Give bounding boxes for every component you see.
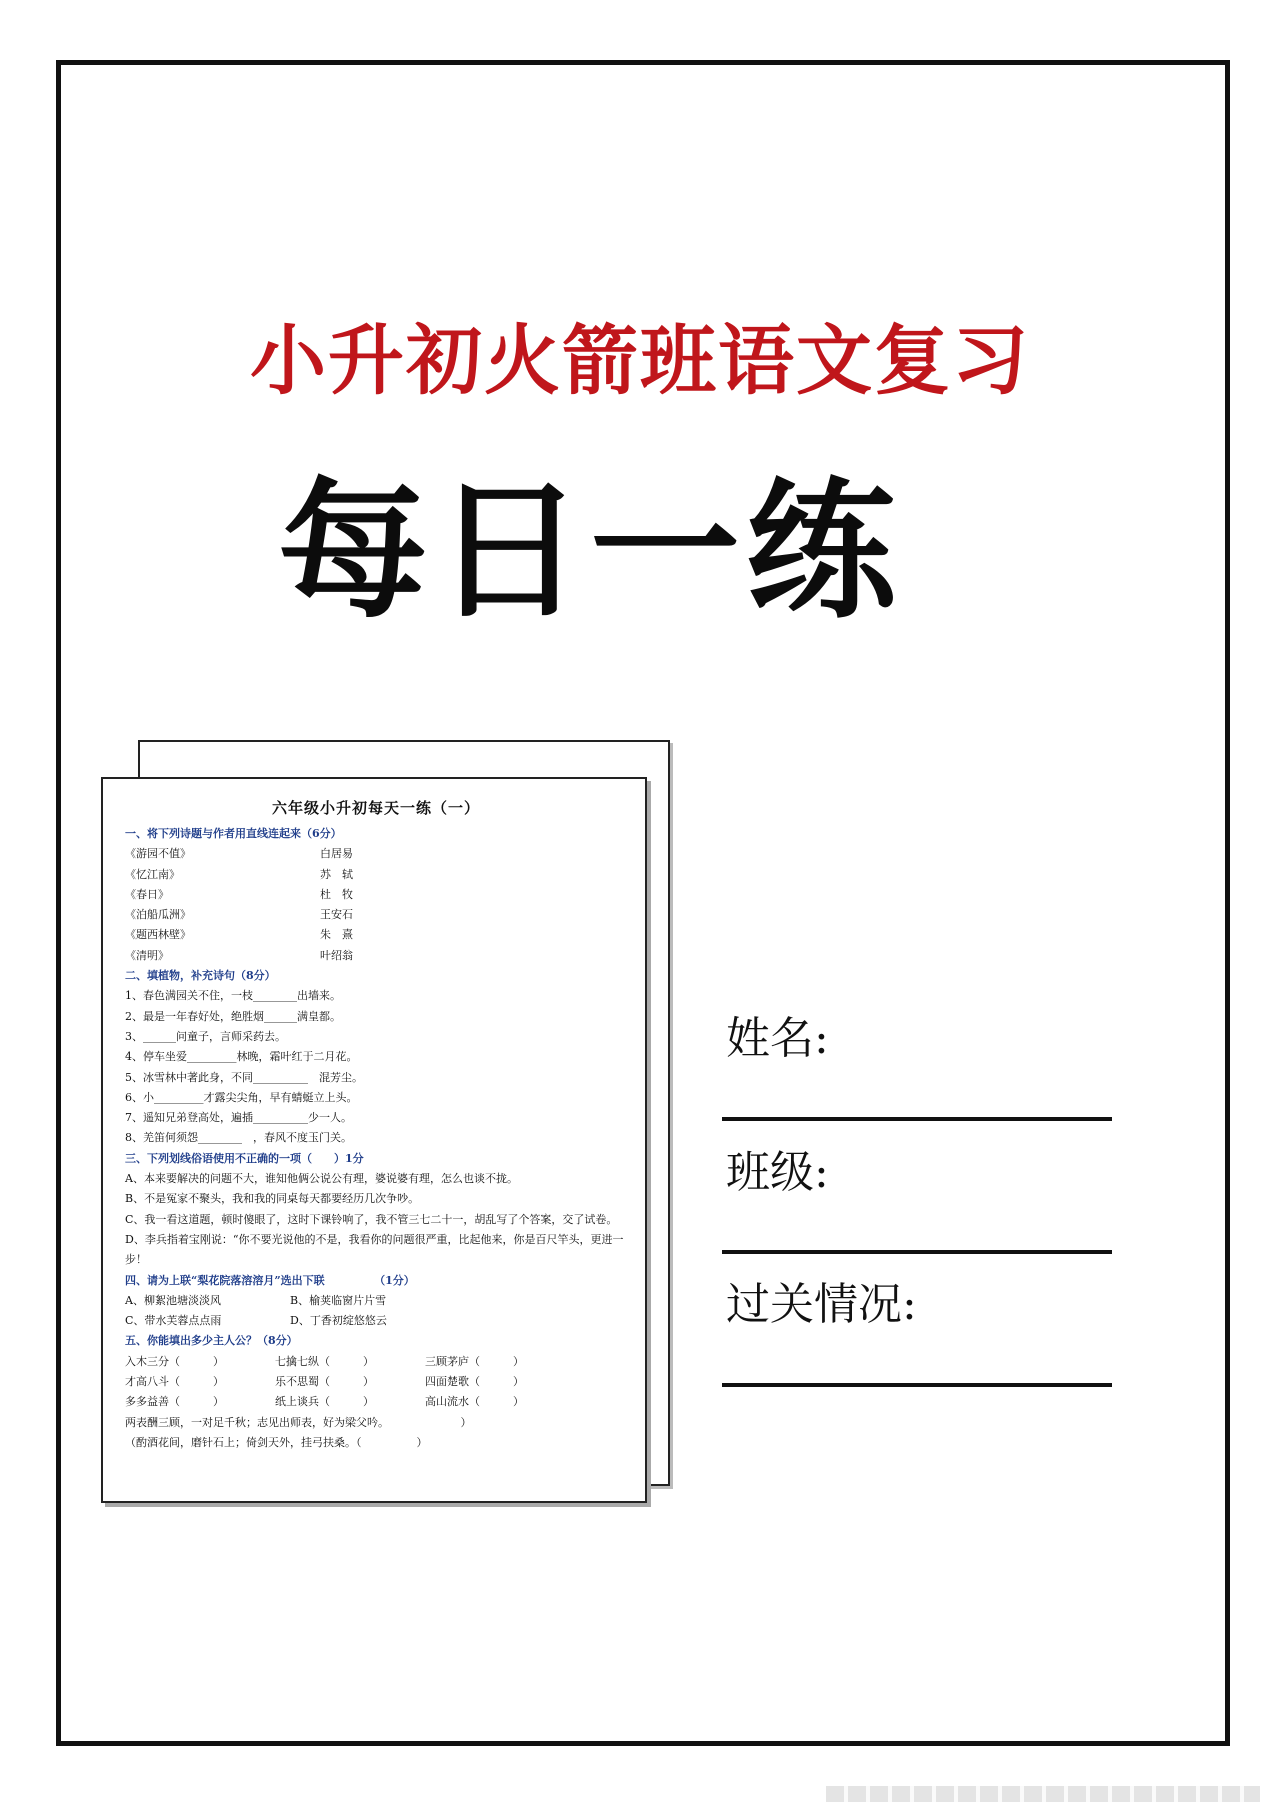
idiom-item: 三顾茅庐（ ） [425,1354,524,1368]
fill-line: 6、小_________才露尖尖角，早有蜻蜓立上头。 [125,1090,358,1104]
poem-title: 《忆江南》 [125,867,180,881]
fill-line: 2、最是一年春好处，绝胜烟______满皇都。 [125,1009,341,1023]
poem-row [125,905,627,925]
poem-row [125,844,627,864]
watermark-stripe [826,1786,1260,1802]
idiom-row [125,1372,627,1392]
choice-row [125,1291,627,1311]
section-heading: 二、填植物，补充诗句（8分） [125,969,276,983]
class-label: 班级: [726,1147,829,1198]
idiom-row [125,1392,627,1412]
idiom-item: 多多益善（ ） [125,1395,224,1409]
poem-author: 白居易 [320,847,353,861]
choice-option: D、李兵指着宝刚说：“你不要光说他的不是，我看你的问题很严重，比起他来，你是百尺竿头，更进一步！ [125,1232,624,1267]
idiom-item: 入木三分（ ） [125,1354,224,1368]
poem-title: 《题西林壁》 [125,928,191,942]
idiom-item: 高山流水（ ） [425,1395,524,1409]
idiom-item: 四面楚歌（ ） [425,1375,524,1389]
choice-option: C、我一看这道题，顿时傻眼了，这时下课铃响了，我不管三七二十一，胡乱写了个答案，交了试卷。 [125,1212,618,1226]
choice-option: A、柳絮池塘淡淡风 [125,1293,221,1307]
poem-author: 苏 轼 [320,867,353,881]
cover-subtitle: 小升初火箭班语文复习 [250,316,1030,405]
name-field-line[interactable] [722,1117,1112,1121]
section-heading: 四、请为上联“梨花院落溶溶月”选出下联 （1分） [125,1273,415,1287]
choice-option: B、不是冤家不聚头，我和我的同桌每天都要经历几次争吵。 [125,1192,420,1206]
idiom-item: 纸上谈兵（ ） [275,1395,374,1409]
poem-row [125,865,627,885]
poem-author: 王安石 [320,908,353,922]
poem-row [125,885,627,905]
section-heading: 五、你能填出多少主人公？（8分） [125,1334,298,1348]
choice-option: C、带水芙蓉点点雨 [125,1314,222,1328]
couplet-line: （酌酒花间，磨针石上；倚剑天外，挂弓扶桑。（ ） [125,1435,428,1449]
idiom-row [125,1352,627,1372]
class-field-line[interactable] [722,1250,1112,1254]
worksheet-title: 六年级小升初每天一练（一） [271,799,480,817]
fill-line: 7、遥知兄弟登高处，遍插__________少一人。 [125,1111,352,1125]
choice-row [125,1311,627,1331]
fill-line: 8、羌笛何须怨________ ，春风不度玉门关。 [125,1131,352,1145]
section-heading: 一、将下列诗题与作者用直线连起来（6分） [125,827,342,840]
idiom-item: 才高八斗（ ） [125,1375,224,1389]
choice-option: A、本来要解决的问题不大，谁知他俩公说公有理，婆说婆有理，怎么也谈不拢。 [125,1172,518,1186]
fill-line: 4、停车坐爱_________林晚，霜叶红于二月花。 [125,1050,358,1064]
poem-title: 《清明》 [125,948,169,962]
poem-title: 《泊船瓜洲》 [125,908,191,922]
status-label: 过关情况: [726,1279,917,1330]
poem-title: 《游园不值》 [125,847,191,861]
choice-option: D、丁香初绽悠悠云 [290,1314,387,1328]
status-field-line[interactable] [722,1383,1112,1387]
poem-author: 叶绍翁 [320,948,353,962]
name-label: 姓名: [726,1013,829,1064]
section-heading: 三、下列划线俗语使用不正确的一项（ ）1分 [125,1151,364,1165]
poem-row [125,925,627,945]
poem-author: 杜 牧 [320,887,353,901]
couplet-line: 两表酬三顾，一对足千秋；志见出师表，好为梁父吟。 ） [125,1415,472,1429]
cover-title: 每日一练 [277,465,902,639]
poem-title: 《春日》 [125,887,169,901]
idiom-item: 七擒七纵（ ） [275,1354,374,1368]
choice-option: B、榆荚临窗片片雪 [290,1293,387,1307]
idiom-item: 乐不思蜀（ ） [275,1375,374,1389]
fill-line: 1、春色满园关不住，一枝________出墙来。 [125,989,341,1003]
poem-row [125,946,627,966]
fill-line: 3、______问童子，言师采药去。 [125,1029,286,1043]
worksheet-preview [101,777,647,1503]
fill-line: 5、冰雪林中著此身，不同__________ 混芳尘。 [125,1070,363,1084]
poem-author: 朱 熹 [320,928,353,942]
